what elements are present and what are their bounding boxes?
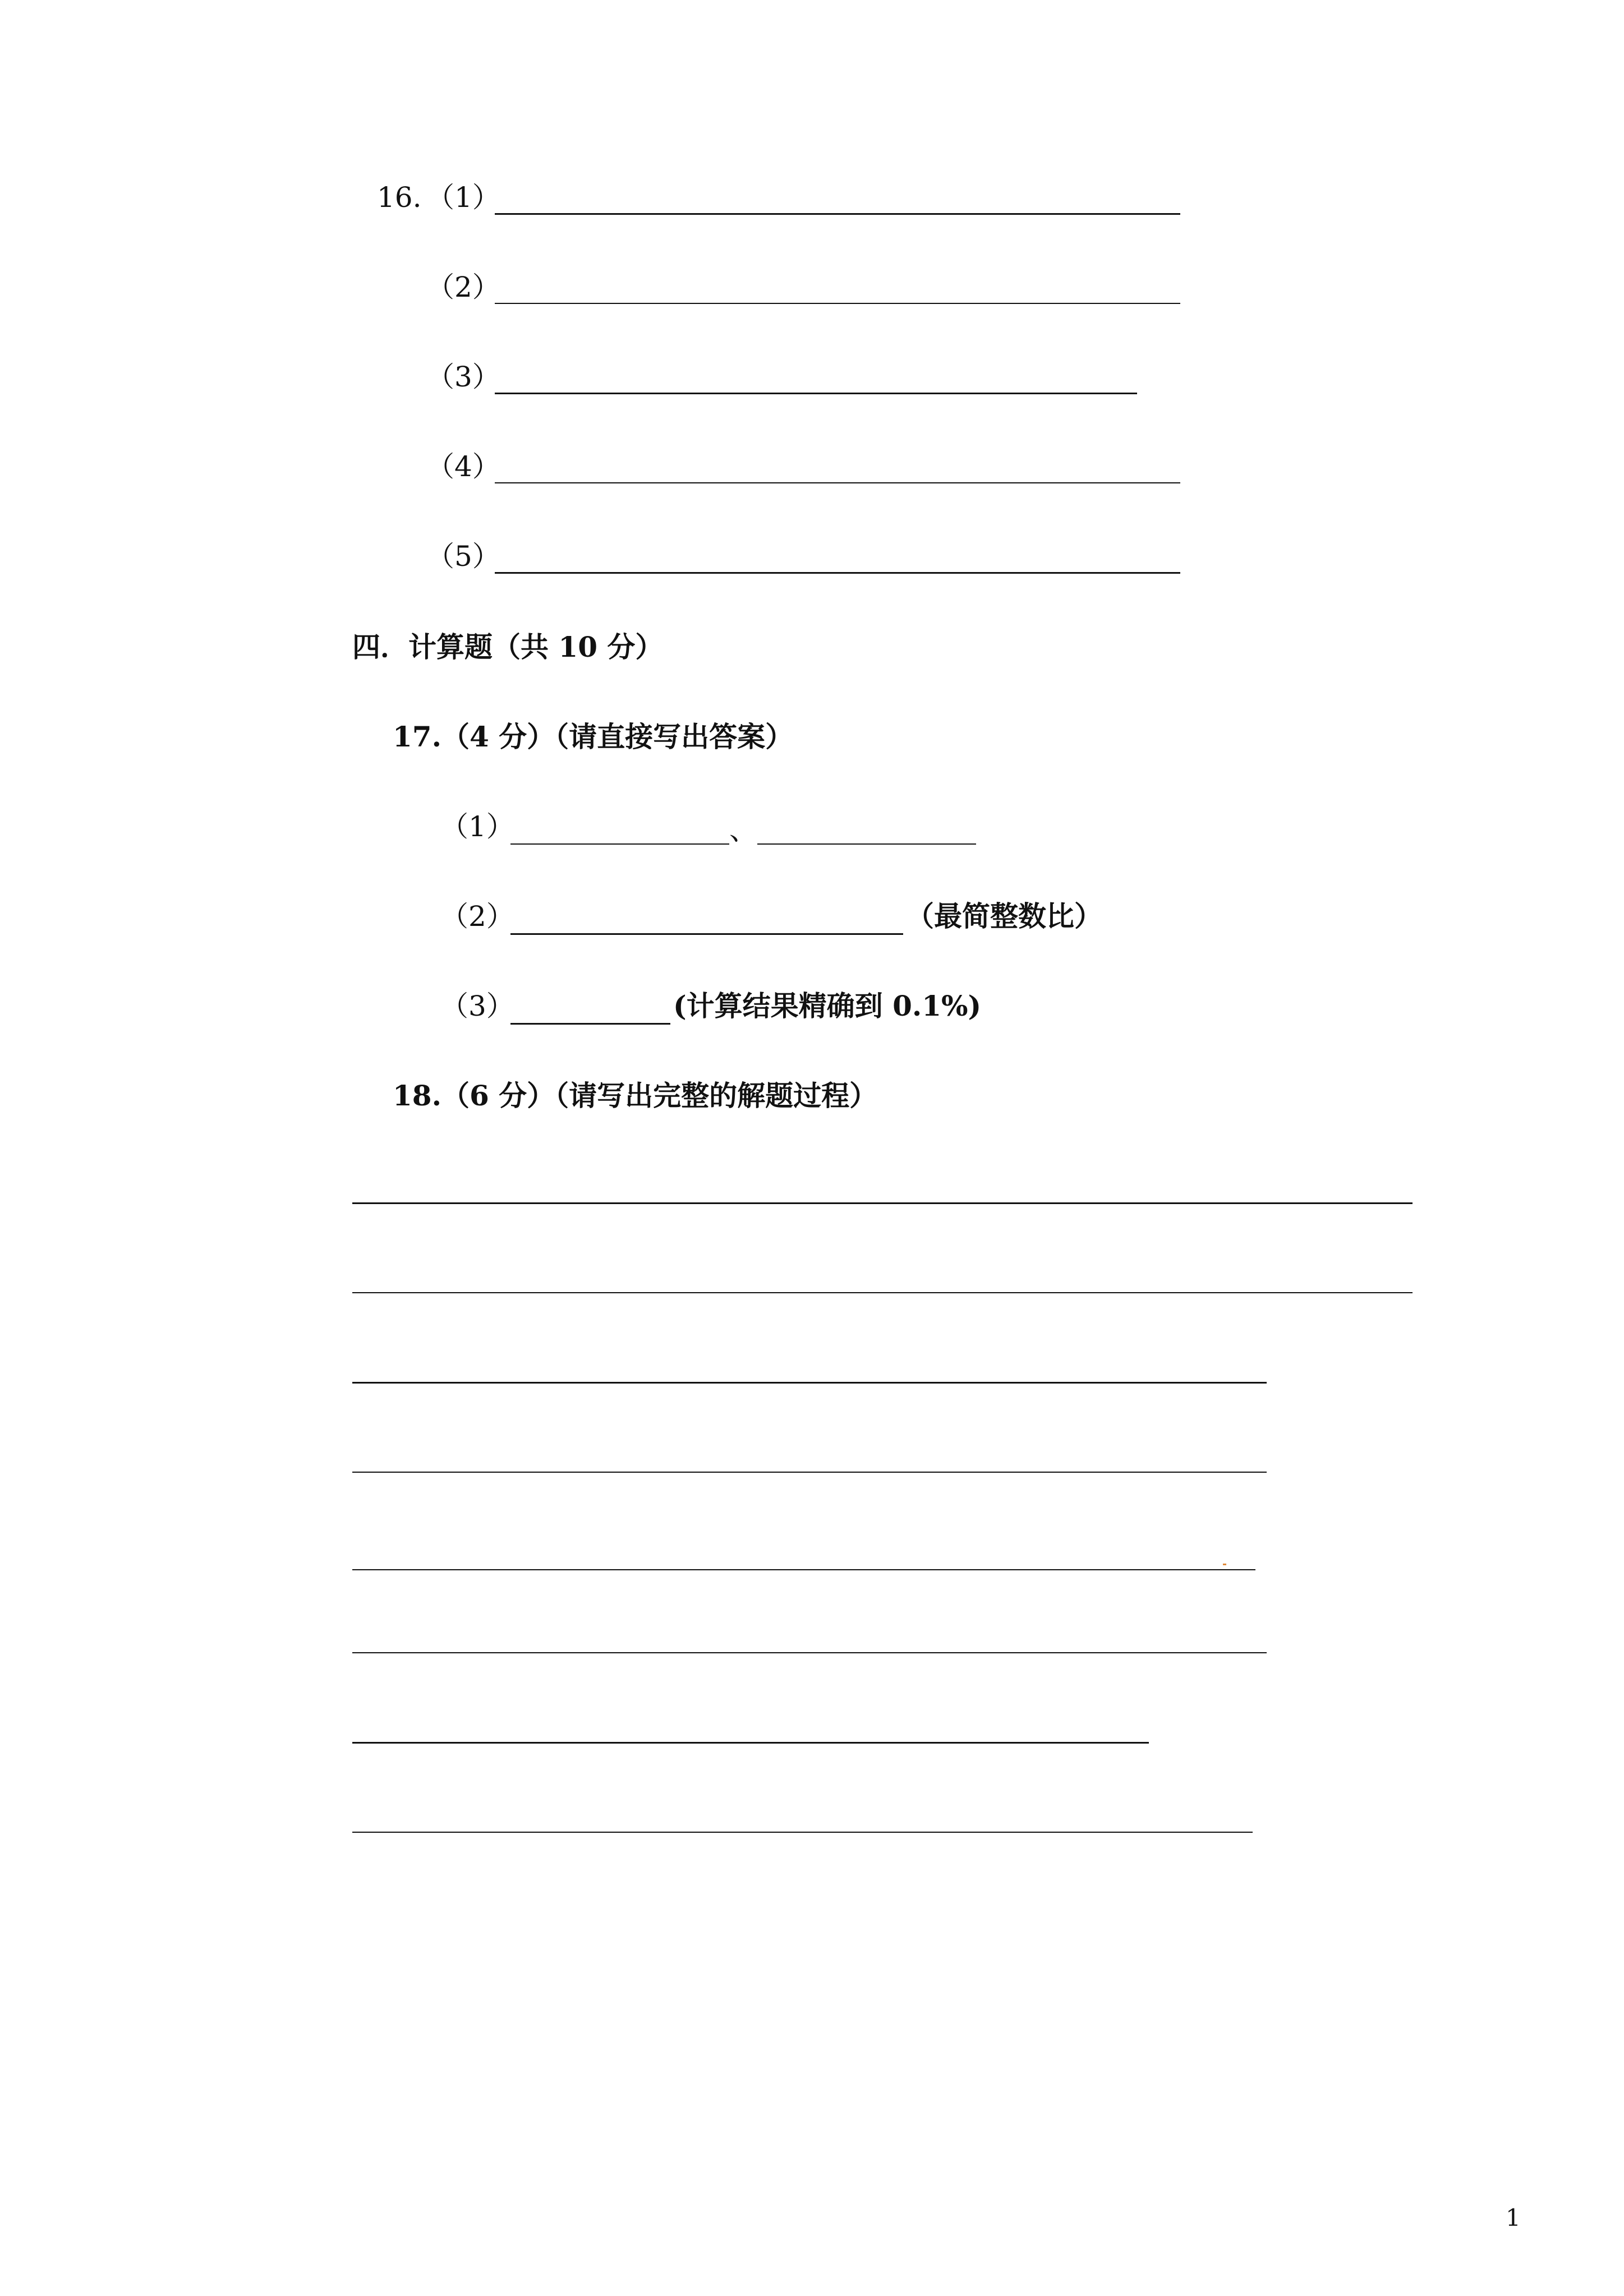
q17-header: 17.（4 分）（请直接写出答案） xyxy=(393,720,794,753)
q17-part1-separator: 、 xyxy=(729,814,757,846)
q18-answer-line[interactable] xyxy=(352,1569,1255,1570)
section4-heading: 四．计算题（共 10 分） xyxy=(352,630,664,663)
q16-part5-answer-line[interactable] xyxy=(495,572,1180,574)
q18-answer-line[interactable] xyxy=(352,1202,1413,1204)
q18-answer-line[interactable] xyxy=(352,1472,1267,1473)
q16-part3-label: （3） xyxy=(426,361,500,393)
q16-number: 16. xyxy=(377,181,422,214)
q18-answer-line[interactable] xyxy=(352,1652,1267,1653)
q18-header: 18.（6 分）（请写出完整的解题过程） xyxy=(393,1079,878,1112)
q17-part1-answer-line-b[interactable] xyxy=(757,843,976,845)
q16-part2-answer-line[interactable] xyxy=(495,303,1180,304)
q18-answer-line[interactable] xyxy=(352,1832,1253,1833)
q16-part4-label: （4） xyxy=(426,450,500,483)
ink-speck xyxy=(1223,1564,1226,1565)
q16-part1-answer-line[interactable] xyxy=(495,213,1180,215)
q17-part2-answer-line[interactable] xyxy=(510,933,903,935)
q17-part1-answer-line-a[interactable] xyxy=(510,843,729,845)
q16-part3-answer-line[interactable] xyxy=(495,393,1137,394)
q17-part2-suffix: （最简整数比） xyxy=(906,900,1102,933)
page-number: 1 xyxy=(1506,2204,1521,2232)
q16-part4-answer-line[interactable] xyxy=(495,482,1180,483)
q17-part3-answer-line[interactable] xyxy=(510,1023,670,1025)
q18-answer-line[interactable] xyxy=(352,1742,1149,1744)
q17-part1-label: （1） xyxy=(440,810,514,843)
q17-part3-suffix: (计算结果精确到 0.1%) xyxy=(673,989,982,1022)
q16-part2-label: （2） xyxy=(426,271,500,303)
q18-answer-line[interactable] xyxy=(352,1382,1267,1384)
q17-part3-label: （3） xyxy=(440,990,514,1022)
q16-part5-label: （5） xyxy=(426,540,500,573)
q16-part1-label: （1） xyxy=(426,181,500,214)
q17-part2-label: （2） xyxy=(440,900,514,933)
q18-answer-line[interactable] xyxy=(352,1292,1413,1293)
